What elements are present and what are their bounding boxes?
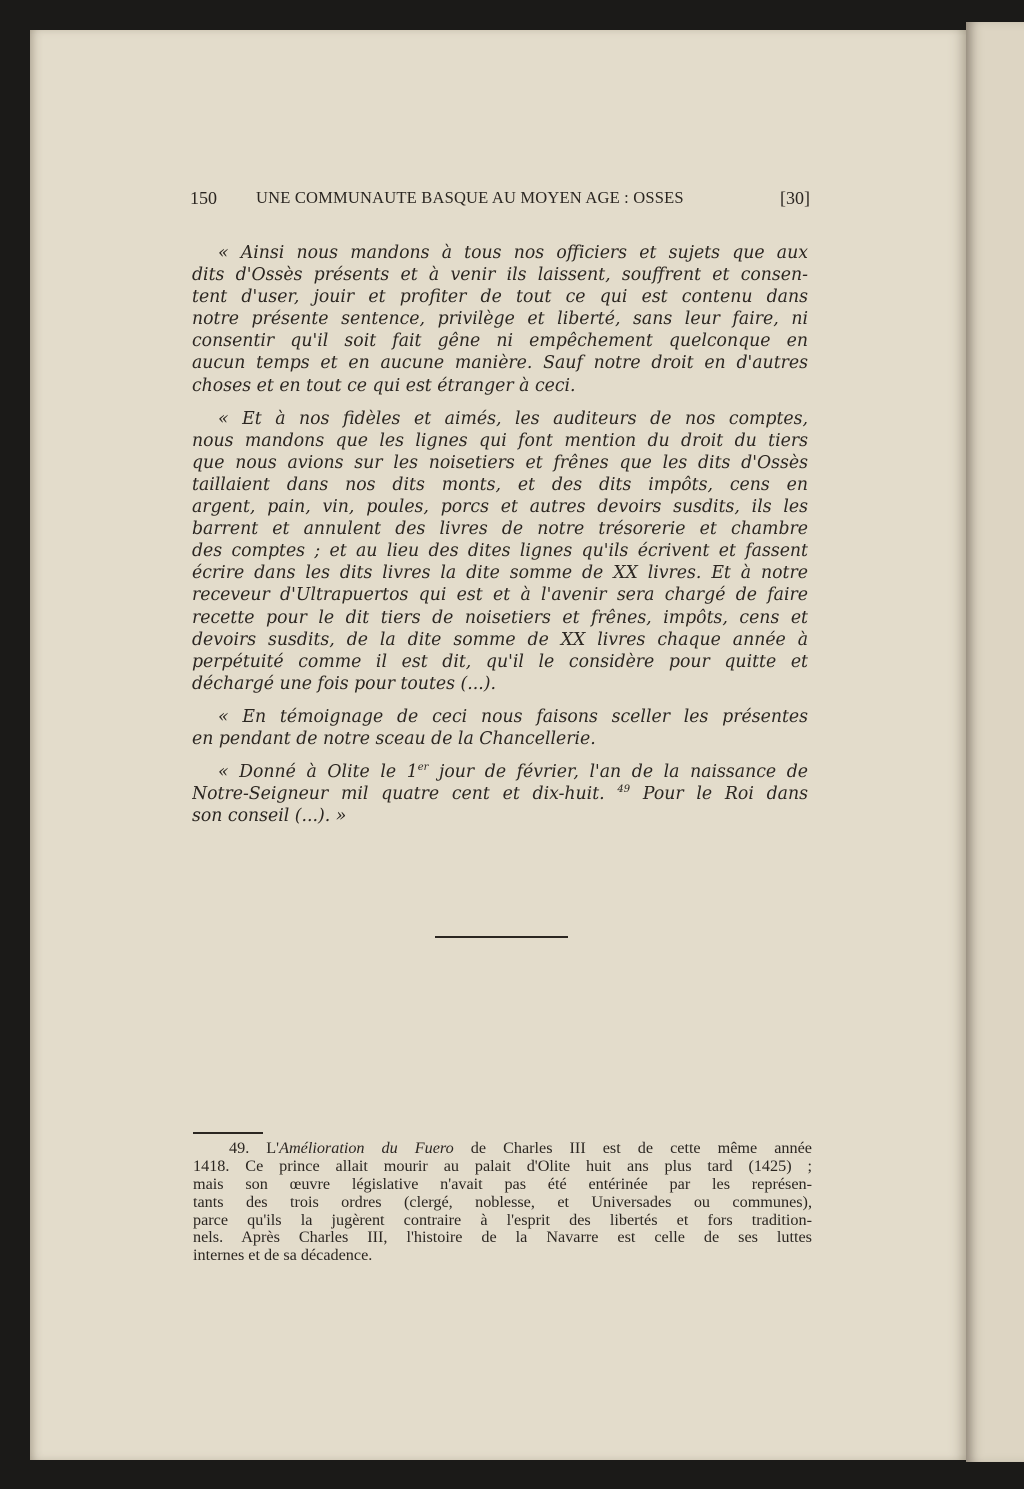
superscript: er [417,762,429,774]
text-line: perpétuité comme il est dit, qu'il le considère pour quitte et [192,651,808,672]
text-line: devoirs susdits, de la dite somme de XX livres chaque année à [192,629,808,650]
text-line: « En témoignage de ceci nous faisons sceller les présentes [218,706,808,727]
text-line: déchargé une fois pour toutes (...). [192,673,496,694]
text-line: des comptes ; et au lieu des dites lignes qu'ils écrivent et fassent [192,541,808,562]
text-line: en pendant de notre sceau de la Chancellerie. [192,728,596,749]
text-line: nels. Après Charles III, l'histoire de la Navarre est celle de ses luttes [193,1229,812,1247]
paragraph [192,761,808,827]
page-number: 150 [190,188,217,208]
text-line: argent, pain, vin, poules, porcs et autres devoirs susdits, ils les [192,497,808,518]
text-line: 49. L'Amélioration du Fuero de Charles III est de cette même année [229,1140,812,1157]
paragraph [192,706,808,750]
running-header [190,188,810,214]
quoted-text [192,242,808,838]
facing-page-edge [966,22,1024,1462]
text-line: son conseil (...). » [192,806,347,827]
footnote-rule [193,1132,263,1134]
text-line: écrire dans les dits livres la dite somme de XX livres. Et à notre [192,563,808,584]
text-line: que nous avions sur les noisetiers et frênes que les dits d'Ossès [192,452,808,473]
text-line: notre présente sentence, privilège et liberté, sans leur faire, ni [192,309,808,330]
text-line: consentir qu'il soit fait gêne ni empêchement quelconque en [192,331,808,352]
text-line: 1418. Ce prince allait mourir au palait d'Olite huit ans plus tard (1425) ; [193,1157,812,1175]
section-ref: [30] [780,188,810,208]
text-line: « Et à nos fidèles et aimés, les auditeurs de nos comptes, [218,408,808,429]
text-line: parce qu'ils la jugèrent contraire à l'esprit des libertés et fors tradition- [193,1211,812,1229]
paragraph [192,242,808,397]
paragraph [192,408,808,695]
text-line: nous mandons que les lignes qui font mention du droit du tiers [192,430,808,451]
text-line: choses et en tout ce qui est étranger à ceci. [192,375,576,396]
running-title: UNE COMMUNAUTE BASQUE AU MOYEN AGE : OSSES [256,188,684,207]
footnote [193,1140,812,1265]
text-line: Notre-Seigneur mil quatre cent et dix-huit. $^{49}$ Pour le Roi dans [192,784,808,805]
text-line: dits d'Ossès présents et à venir ils laissent, souffrent et consen- [192,265,808,286]
text-line: recette pour le dit tiers de noisetiers et frênes, impôts, cens et [192,607,808,628]
text-line: « Ainsi nous mandons à tous nos officiers et sujets que aux [218,243,808,263]
text-line: « Donné à Olite le 1er jour de février, l'an de la naissance de [218,762,808,783]
text-line: mais son œuvre législative n'avait pas été entérinée par les représen- [193,1175,812,1193]
text-line: aucun temps et en aucune manière. Sauf notre droit en d'autres [192,353,808,374]
text-line: tants des trois ordres (clergé, noblesse, et Universades ou communes), [193,1193,812,1211]
superscript: 49 [617,784,631,796]
italic-title: Amélioration du Fuero [279,1140,454,1157]
text-line: taillaient dans nos dits monts, et des dits impôts, cens en [192,474,808,495]
section-divider [435,936,568,938]
text-line: receveur d'Ultrapuertos qui est et à l'avenir sera chargé de faire [192,585,808,606]
text-line: tent d'user, jouir et profiter de tout ce qui est contenu dans [192,287,808,308]
text-line: internes et de sa décadence. [193,1247,373,1265]
text-line: barrent et annulent des livres de notre trésorerie et chambre [192,519,808,540]
